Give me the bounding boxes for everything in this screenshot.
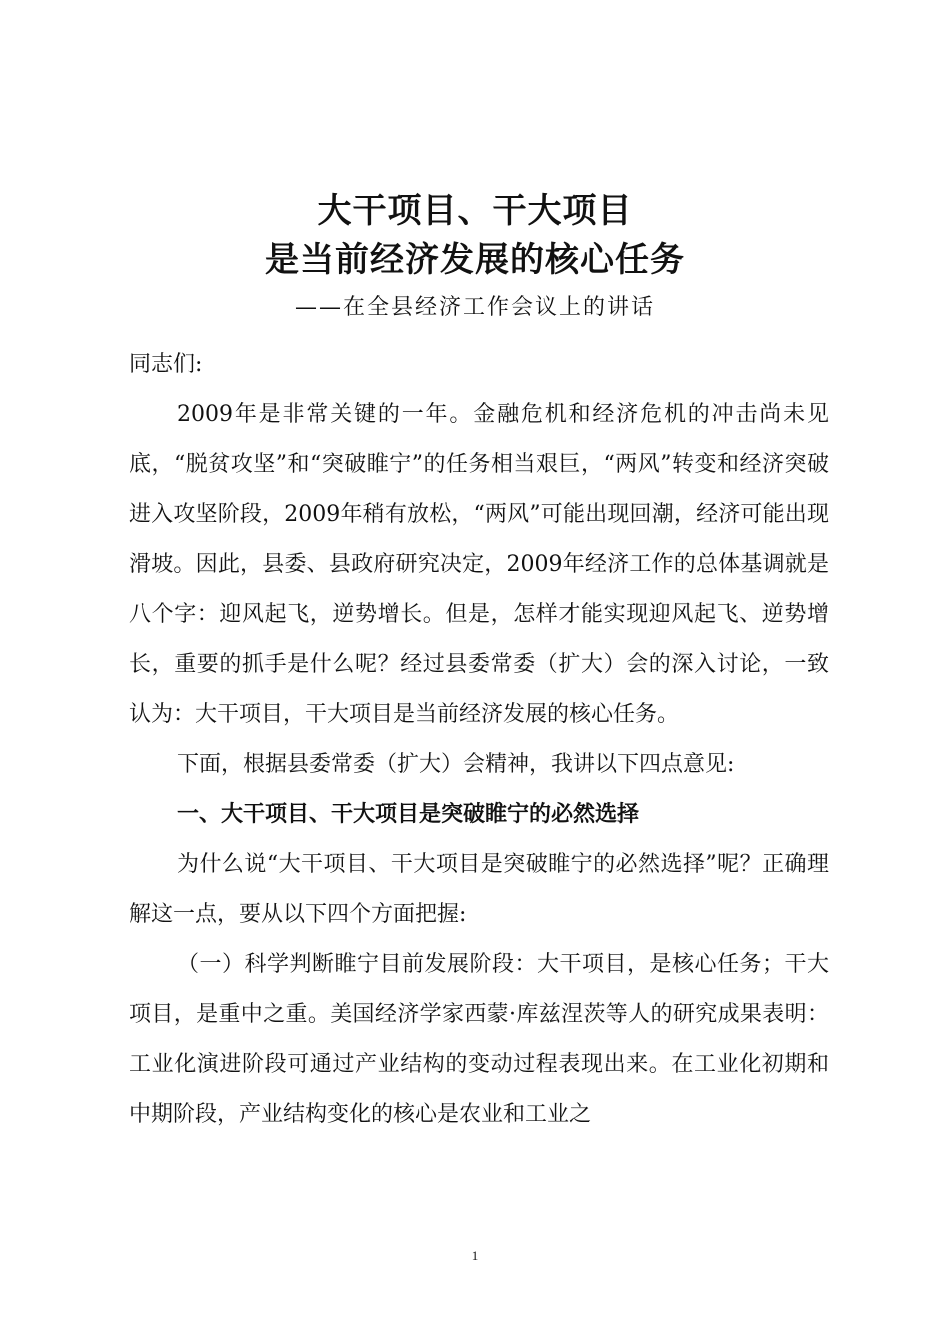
paragraph-subsection-1: （一）科学判断睢宁目前发展阶段：大干项目，是核心任务；干大项目，是重中之重。美国经济学家西蒙·库兹涅茨等人的研究成果表明：工业化演进阶段可通过产业结构的变动过程表现出来。在工业化初期和中期阶段，产业结构变化的核心是农业和工业之 [129, 952, 829, 1127]
page-number: 1 [471, 1248, 479, 1263]
paragraph-why: 为什么说“大干项目、干大项目是突破睢宁的必然选择”呢？正确理解这一点，要从以下四个方面把握: [129, 852, 829, 927]
document-title-line-2: 是当前经济发展的核心任务 [265, 240, 685, 280]
document-body [129, 340, 829, 1140]
document-title-line-1: 大干项目、干大项目 [317, 191, 633, 231]
paragraph-intro: 2009年是非常关键的一年。金融危机和经济危机的冲击尚未见底，“脱贫攻坚”和“突破睢宁”的任务相当艰巨，“两风”转变和经济突破进入攻坚阶段，2009年稍有放松，“两风”可能出现回潮，经济可能出现滑坡。因此，县委、县政府研究决定，2009年经济工作的总体基调就是八个字：迎风起飞，逆势增长。但是，怎样才能实现迎风起飞、逆势增长，重要的抓手是什么呢？经过县委常委（扩大）会的深入讨论，一致认为：大干项目，干大项目是当前经济发展的核心任务。 [129, 402, 829, 727]
salutation: 同志们: [129, 352, 203, 377]
document-subtitle: ——在全县经济工作会议上的讲话 [294, 295, 655, 320]
section-heading-1: 一、大干项目、干大项目是突破睢宁的必然选择 [177, 802, 640, 827]
paragraph-outline: 下面，根据县委常委（扩大）会精神，我讲以下四点意见: [177, 752, 735, 777]
